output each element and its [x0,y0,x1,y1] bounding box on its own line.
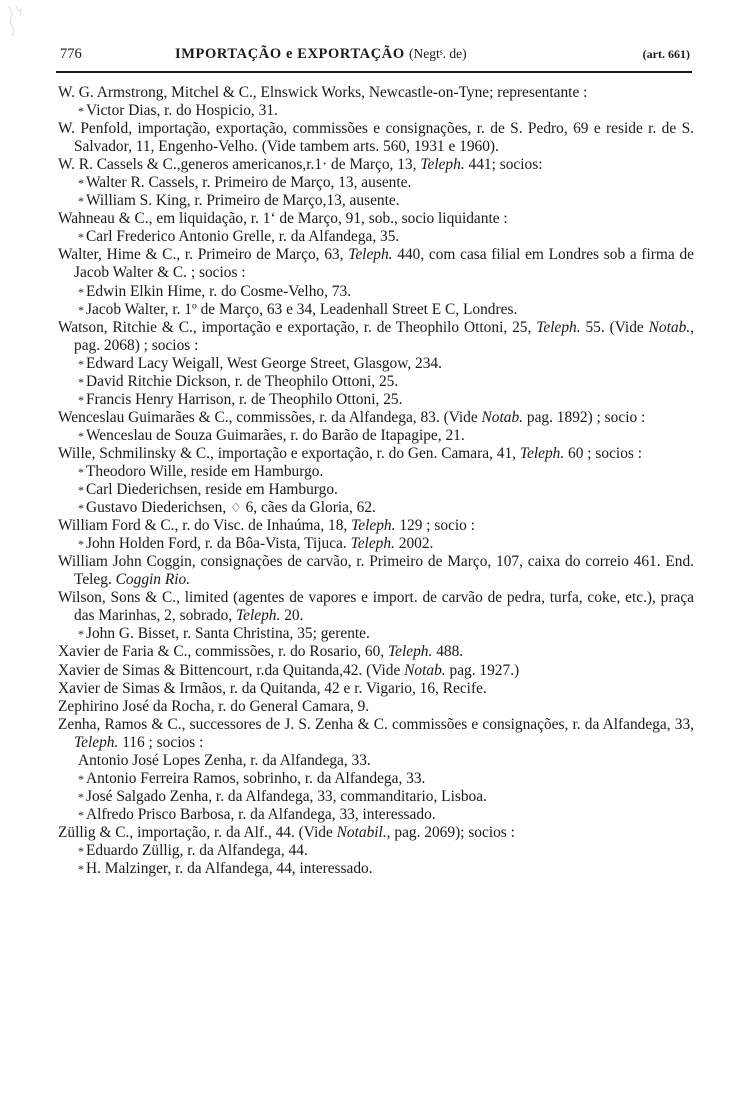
entry-text: W. G. Armstrong, Mitchel & C., Elnswick Works, Newcastle-on-Tyne; representante : [58,84,588,101]
entry-text-cont: 20. [284,607,304,625]
asterisk-marker: * [78,464,84,479]
header-rule [56,71,692,73]
asterisk-marker: * [78,501,84,516]
firm-entry [58,84,694,102]
entry-italic: Teleph. [350,535,395,553]
entry-text-cont: , pag. 2069); socios : [386,823,515,841]
partner-entry [58,788,694,806]
entry-text: Züllig & C., importação, r. da Alf., 44. (Vide [58,823,333,841]
asterisk-marker: * [78,483,84,498]
asterisk-marker: * [78,374,84,389]
entry-text: Xavier de Simas & Irmãos, r. da Quitanda, 42 e r. Vigario, 16, Recife. [58,679,487,697]
entry-text: Carl Frederico Antonio Grelle, r. da Alfandega, 35. [86,228,400,246]
asterisk-marker: * [78,843,84,858]
asterisk-marker: * [78,862,84,877]
entry-italic: Teleph. [536,318,581,336]
partner-entry [58,535,694,553]
asterisk-marker: * [78,537,84,552]
partner-entry [58,499,694,517]
entry-italic: Teleph. [388,643,433,661]
firm-entry [58,409,694,427]
entry-text-cont: 129 ; socio : [399,517,475,535]
partner-entry [58,102,694,120]
entry-text: Xavier de Faria & C., commissões, r. do Rosario, 60, [58,643,385,661]
entry-text-cont: 440, com casa filial em Londres sob a firma de Jacob Walter & C. ; socios : [74,246,694,282]
entry-text: William John Coggin, consignações de carvão, r. Primeiro de Março, 107, caixa do correio 461. End. Teleg. [58,553,694,589]
entry-italic: Notab. [404,661,446,679]
firm-entry [58,680,694,698]
entry-text: Watson, Ritchie & C., importação e exportação, r. de Theophilo Ottoni, 25, [58,318,532,336]
partner-entry [58,481,694,499]
partner-entry [58,770,694,788]
entry-text: David Ritchie Dickson, r. de Theophilo Ottoni, 25. [86,372,399,390]
partner-entry [58,355,694,373]
entry-text: Xavier de Simas & Bittencourt, r.da Quitanda,42. (Vide [58,661,401,679]
entry-text: Carl Diederichsen, reside em Hamburgo. [86,481,338,499]
entry-text: W. Penfold, importação, exportação, commissões e consignações, r. de S. Pedro, 69 e reside r. de S. Salvador, 11, Engenho-Velho. (Vide tambem arts. 560, 1931 e 1960). [58,120,694,156]
firm-entry [58,120,694,156]
partner-entry [58,174,694,192]
entry-text: José Salgado Zenha, r. da Alfandega, 33, commanditario, Lisboa. [86,787,487,805]
partner-entry [58,301,694,319]
entry-text-cont: 116 ; socios : [122,733,204,751]
firm-entry [58,553,694,589]
firm-entry [58,517,694,535]
entry-text: Antonio Ferreira Ramos, sobrinho, r. da Alfandega, 33. [86,769,426,787]
entry-text: Wenceslau Guimarães & C., commissões, r. da Alfandega, 83. (Vide [58,408,478,426]
partner-entry [58,752,694,770]
entry-italic: Teleph. [519,444,565,462]
entry-text: Wille, Schmilinsky & C., importação e exportação, r. do Gen. Camara, 41, [58,444,516,462]
partner-entry [58,427,694,445]
entry-text: H. Malzinger, r. da Alfandega, 44, interessado. [86,860,373,878]
entry-text: John G. Bisset, r. Santa Christina, 35; gerente. [86,625,370,643]
asterisk-marker: * [78,284,84,299]
entry-text: William S. King, r. Primeiro de Março,13, ausente. [86,192,400,210]
asterisk-marker: * [78,356,84,371]
partner-entry [58,463,694,481]
firm-entry [58,589,694,625]
entry-text: Alfredo Prisco Barbosa, r. da Alfandega, 33, interessado. [86,805,436,823]
entry-italic: Notab. [481,408,524,426]
entry-text: Gustavo Diederichsen, [86,499,227,517]
firm-entry [58,824,694,842]
firm-entry [58,156,694,174]
entry-italic: Coggin Rio. [115,571,191,589]
partner-entry [58,283,694,301]
asterisk-marker: * [78,176,84,191]
entry-text: Jacob Walter, r. 1º de Março, 63 e 34, Leadenhall Street E C, Londres. [86,300,518,318]
partner-entry [58,373,694,391]
firm-entry [58,643,694,661]
entry-text-cont: pag. 1927.) [449,661,520,679]
page-number: 776 [60,46,82,62]
directory-body [58,84,694,878]
entry-text: Edwin Elkin Hime, r. do Cosme-Velho, 73. [86,282,352,300]
entry-italic: Teleph. [74,733,119,751]
entry-text-cont: 55. (Vide [585,318,644,336]
firm-entry [58,445,694,463]
partner-entry [58,391,694,409]
entry-text: W. R. Cassels & C.,generos americanos,r.1· de Março, 13, [58,156,417,174]
entry-text: Theodoro Wille, reside em Hamburgo. [86,462,324,480]
entry-text: William Ford & C., r. do Visc. de Inhaúma, 18, [58,517,348,535]
running-title-sub: (Negtˢ. de) [408,46,467,61]
entry-text: Walter, Hime & C., r. Primeiro de Março, 63, [58,246,344,264]
asterisk-marker: * [78,230,84,245]
asterisk-marker: * [78,789,84,804]
entry-text-cont: 60 ; socios : [568,444,643,462]
entry-text: Eduardo Züllig, r. da Alfandega, 44. [86,841,308,859]
entry-text-cont: 488. [436,643,464,661]
paper-speck-mark [6,4,28,38]
entry-text: Wenceslau de Souza Guimarães, r. do Barão de Itapagipe, 21. [86,426,465,444]
running-title [175,46,467,63]
running-title-main: IMPORTAÇÃO e EXPORTAÇÃO [175,46,405,62]
entry-text-cont: , pag. 2068) ; socios : [74,318,694,354]
entry-italic: Teleph. [348,246,393,264]
entry-text: Walter R. Cassels, r. Primeiro de Março, 13, ausente. [86,174,412,192]
asterisk-marker: * [78,771,84,786]
entry-italic: Teleph. [236,607,281,625]
entry-text: Francis Henry Harrison, r. de Theophilo Ottoni, 25. [86,390,403,408]
entry-text-cont: pag. 1892) ; socio : [526,408,646,426]
asterisk-marker: * [78,194,84,209]
partner-entry [58,625,694,643]
asterisk-marker: * [78,392,84,407]
entry-italic: Notab. [648,318,691,336]
article-reference: (art. 661) [642,47,690,61]
entry-text-cont: 2002. [398,535,434,553]
partner-entry [58,228,694,246]
entry-italic: Teleph. [420,156,465,174]
firm-entry [58,210,694,228]
entry-text-cont: 6, cães da Gloria, 62. [245,499,376,517]
entry-text: Wilson, Sons & C., limited (agentes de vapores e import. de carvão de pedra, turfa, coke, etc.), praça das Marinhas, 2, sobrado, [58,589,694,625]
asterisk-marker: * [78,428,84,443]
partner-entry [58,806,694,824]
firm-entry [58,319,694,355]
firm-entry [58,716,694,752]
firm-entry [58,698,694,716]
asterisk-marker: * [78,627,84,642]
entry-text-cont: 441; socios: [468,156,543,174]
entry-text: Victor Dias, r. do Hospicio, 31. [86,102,278,120]
running-header [58,46,690,66]
asterisk-marker: * [78,302,84,317]
partner-entry [58,192,694,210]
entry-italic: Notabil. [336,823,387,841]
partner-entry [58,860,694,878]
entry-text: Wahneau & C., em liquidação, r. 1‘ de Março, 91, sob., socio liquidante : [58,210,508,228]
entry-text: Antonio José Lopes Zenha, r. da Alfandega, 33. [78,751,371,769]
entry-italic: Teleph. [351,517,396,535]
firm-entry [58,246,694,282]
partner-entry [58,842,694,860]
nobility-mark-icon: ♢ [230,500,242,516]
entry-text: Zephirino José da Rocha, r. do General Camara, 9. [58,697,370,715]
asterisk-marker: * [78,807,84,822]
entry-text: John Holden Ford, r. da Bôa-Vista, Tijuca. [86,535,347,553]
firm-entry [58,662,694,680]
asterisk-marker: * [78,104,84,119]
entry-text: Edward Lacy Weigall, West George Street, Glasgow, 234. [86,354,442,372]
entry-text: Zenha, Ramos & C., successores de J. S. Zenha & C. commissões e consignações, r. da Alfandega, 33, [58,715,694,733]
